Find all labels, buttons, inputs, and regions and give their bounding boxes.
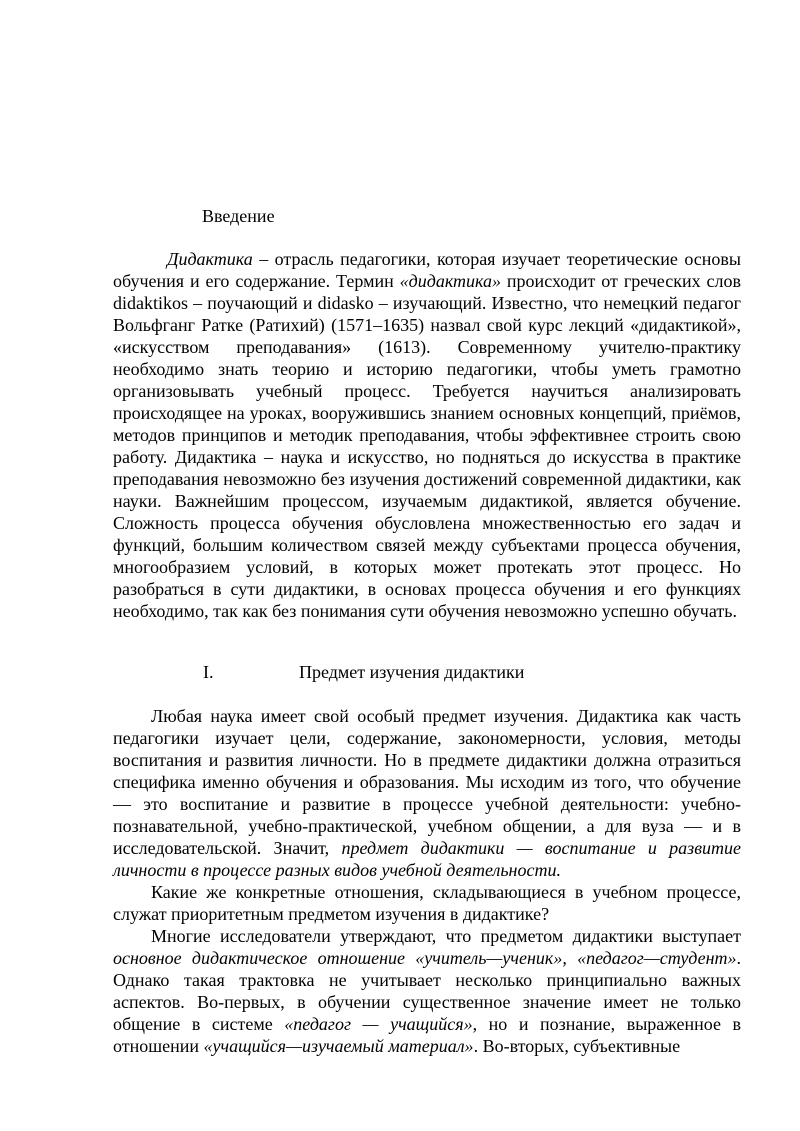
subject-relation-1: основное дидактическое отношение «учитель—ученик», «педагог—студент» (113, 948, 737, 968)
subject-paragraph-2: Какие же конкретные отношения, складывающиеся в учебном процессе, служат приоритетным предметом изучения в дидактике? (113, 882, 741, 924)
intro-text-2: происходит от греческих слов didaktikos – поучающий и didasko – изучающий. Известно, что немецкий педагог Вольфганг Ратке (Ратихий) (1571–1635) назвал свой курс лекций «дидактикой», «искусством преподавания» (1613). Современному учителю-практику необходимо знать теорию и историю педагогики, чтобы уметь грамотно организовывать учебный процесс. Требуется научиться анализировать происходящее на уроках, вооружившись знанием основных концепций, приёмов, методов принципов и методик преподавания, чтобы эффективнее строить свою работу. Дидактика – наука и искусство, но подняться до искусства в практике преподавания невозможно без изучения достижений современной дидактики, как науки. Важнейшим процессом, изучаемым дидактикой, является обучение. Сложность процесса обучения обусловлена множественностью его задач и функций, большим количеством связей между субъектами процесса обучения, многообразием условий, в которых может протекать этот процесс. Но разобраться в сути дидактики, в основах процесса обучения и его функциях необходимо, так как без понимания сути обучения невозможно успешно обучать. (113, 271, 741, 621)
chapter-heading (203, 661, 524, 683)
subject-relation-2: «педагог — учащийся» (284, 1014, 473, 1034)
term-didactics: Дидактика (167, 249, 253, 269)
subject-text-3d: . Во-вторых, субъективные (473, 1036, 681, 1056)
intro-heading: Введение (202, 206, 275, 226)
subject-relation-3: «учащийся—изучаемый материал» (203, 1036, 474, 1056)
subject-paragraph-3 (113, 925, 741, 1057)
intro-section (113, 248, 741, 622)
chapter-title: Предмет изучения дидактики (299, 662, 525, 682)
subject-text-3a: Многие исследователи утверждают, что предметом дидактики выступает (151, 926, 741, 946)
intro-paragraph (113, 248, 741, 622)
term-didactics-quoted: «дидактика» (399, 271, 502, 291)
subject-definition: предмет дидактики — воспитание и развитие личности в процессе разных видов учебной деятельности. (113, 838, 741, 880)
subject-text-3c: , но и познание, выраженное в отношении (113, 1014, 742, 1056)
subject-text-3b: . Однако такая трактовка не учитывает несколько принципиально важных аспектов. Во-первых, в обучении существенное значение имеет не только общение в системе (113, 948, 741, 1034)
subject-text-1: Любая наука имеет свой особый предмет изучения. Дидактика как часть педагогики изучает цели, содержание, закономерности, условия, методы воспитания и развития личности. Но в предмете дидактики должна отразиться специфика именно обучения и образования. Мы исходим из того, что обучение — это воспитание и развитие в процессе учебной деятельности: учебно-познавательной, учебно-практической, учебном общении, а для вуза — и в исследовательской. Значит, (113, 706, 741, 858)
chapter-number: I. (203, 662, 214, 682)
subject-section (113, 705, 741, 1057)
subject-paragraph-1 (113, 705, 741, 881)
intro-text-1: – отрасль педагогики, которая изучает теоретические основы обучения и его содержание. Термин (113, 249, 741, 291)
